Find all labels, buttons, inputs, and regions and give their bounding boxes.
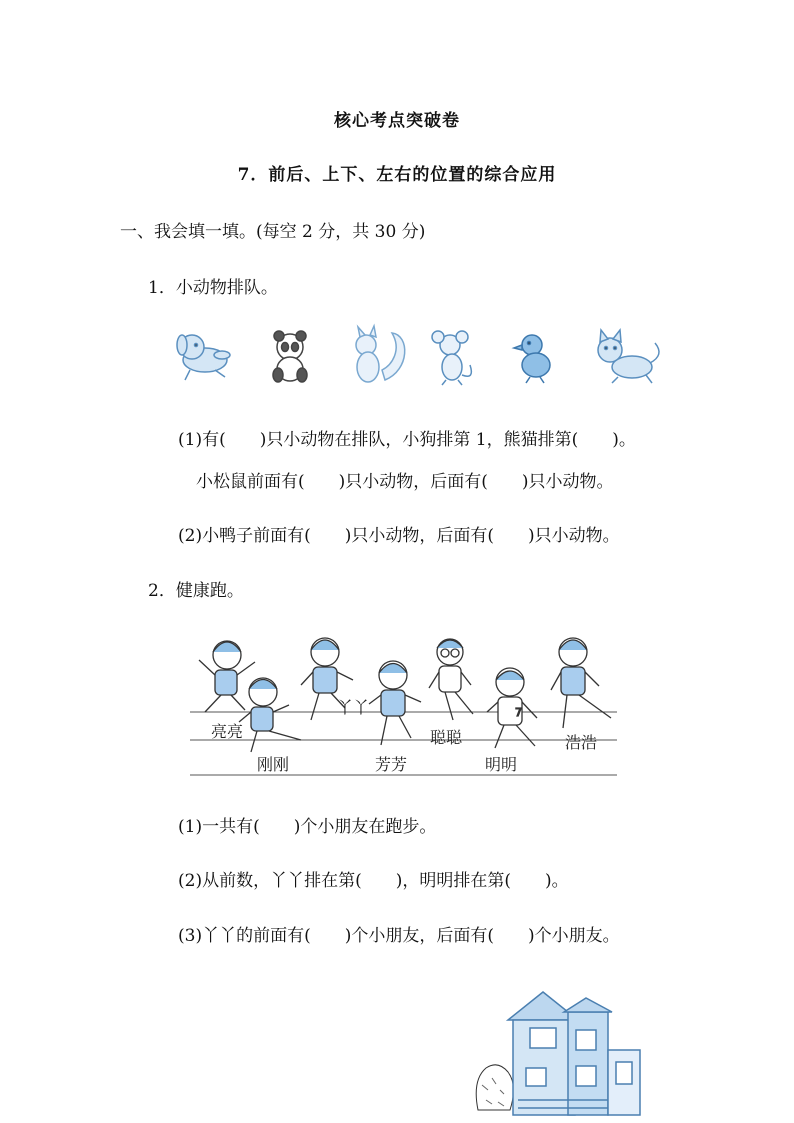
- animal-queue-illustration: [170, 325, 665, 395]
- label-ganggang: 刚刚: [257, 755, 290, 774]
- q1-part1-line1: (1)有( )只小动物在排队，小狗排第 1，熊猫排第( )。: [178, 430, 636, 450]
- house-illustration: [468, 990, 648, 1118]
- runner-haohao: [551, 638, 611, 728]
- runner-liangliang: [199, 641, 255, 712]
- tree-icon: [476, 1065, 513, 1110]
- cat-icon: [598, 330, 659, 383]
- section-heading: 一、我会填一填。(每空 2 分，共 30 分): [120, 222, 426, 242]
- runner-ganggang: [239, 678, 301, 752]
- question-2-title: 2．健康跑。: [148, 581, 244, 601]
- q2-part3-line: (3)丫丫的前面有( )个小朋友，后面有( )个小朋友。: [178, 926, 620, 946]
- label-mingming: 明明: [485, 755, 518, 774]
- duck-icon: [514, 335, 550, 383]
- running-kids-illustration: [185, 630, 620, 780]
- jersey-number: 7: [515, 706, 522, 719]
- runner-congcong: [429, 639, 473, 720]
- panda-icon: [273, 331, 307, 382]
- runner-mingming: [487, 668, 537, 748]
- label-congcong: 聪聪: [430, 728, 463, 747]
- runner-fangfang: [369, 661, 421, 745]
- q1-part2-line: (2)小鸭子前面有( )只小动物，后面有( )只小动物。: [178, 526, 620, 546]
- label-yaya: 丫丫: [337, 698, 370, 717]
- page-subtitle: 7．前后、上下、左右的位置的综合应用: [237, 165, 557, 185]
- house-icon: [508, 992, 640, 1115]
- q2-part1-line: (1)一共有( )个小朋友在跑步。: [178, 817, 437, 837]
- squirrel-icon: [356, 326, 405, 382]
- q2-part2-line: (2)从前数，丫丫排在第( )，明明排在第( )。: [178, 871, 569, 891]
- q1-part1-line2: 小松鼠前面有( )只小动物，后面有( )只小动物。: [196, 472, 614, 492]
- page-title: 核心考点突破卷: [334, 111, 460, 131]
- dog-icon: [177, 335, 230, 380]
- label-liangliang: 亮亮: [211, 722, 244, 741]
- label-haohao: 浩浩: [565, 733, 598, 752]
- label-fangfang: 芳芳: [375, 755, 408, 774]
- question-1-title: 1．小动物排队。: [148, 278, 278, 298]
- mouse-icon: [432, 331, 471, 385]
